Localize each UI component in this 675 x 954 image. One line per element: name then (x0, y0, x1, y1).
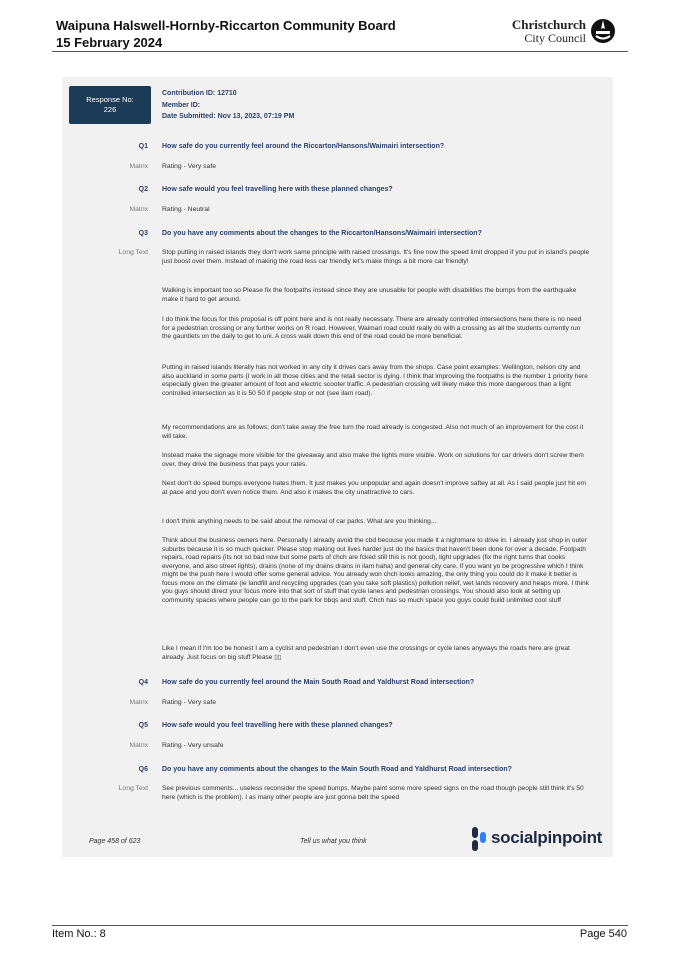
q5-number: Q5 (138, 722, 148, 729)
q5-answer: Rating - Very unsafe (162, 742, 224, 749)
q6-paragraph: See previous comments... useless reconsider the speed bumps. Maybe paint some more speed signs on the road though people still think it's 50 here (which is the problem). I as many other people are just gonna belt the speed (162, 785, 584, 801)
response-label: Response No: (86, 95, 134, 104)
q6-number: Q6 (138, 766, 148, 773)
footer-divider (52, 925, 628, 926)
document-header (56, 17, 396, 51)
cathedral-emblem-icon (590, 17, 616, 45)
q5-question: How safe would you feel travelling here with these planned changes? (162, 722, 393, 729)
logo-line1: Christchurch (511, 17, 586, 32)
q3-paragraph: I don't think anything needs to be said about the removal of car parks. What are you thinking... (162, 518, 437, 525)
date-submitted: Date Submitted: Nov 13, 2023, 07:19 PM (162, 113, 295, 120)
q1-answer: Rating - Very safe (162, 163, 217, 170)
q2-answer: Rating - Neutral (162, 206, 210, 213)
q3-type: Long Text (118, 249, 148, 256)
socialpinpoint-logo (470, 827, 603, 851)
q4-type: Matrix (129, 699, 148, 706)
ccc-logo (511, 15, 624, 47)
q2-type: Matrix (129, 206, 148, 213)
pinpoint-icon (470, 827, 488, 851)
report-tagline: Tell us what you think (300, 838, 367, 845)
header-title: Waipuna Halswell-Hornby-Riccarton Community Board (56, 18, 396, 33)
item-number: Item No.: 8 (52, 928, 106, 940)
q4-question: How safe do you currently feel around the Main South Road and Yaldhurst Road intersection? (162, 679, 475, 686)
q1-question: How safe do you currently feel around the Riccarton/Hansons/Waimairi intersection? (162, 143, 445, 150)
q3-paragraph: My recommendations are as follows; don't take away the free turn the road already is congested. Also not much of an improvement for the cost it will take. (162, 424, 584, 440)
q1-number: Q1 (138, 143, 148, 150)
q3-paragraph: Stop putting in raised islands they don't work same principle with raised crossings. It's fine now the speed limit dropped if you put in island's people just boost over them. Instead of making the road less car friendly let's make things a bit more car friendly! (162, 249, 590, 265)
q3-paragraph: I do think the focus for this proposal is off point here and is not really necessary. There are already controlled intersections here there is no need for a pedestrian crossing or any further works on R road. However, Waimari road could really do with a crossing as all the students currently run the gauntlets on the daily to get to uni. A cross walk down this end of the road could be more beneficial. (162, 316, 582, 340)
q3-paragraph: Instead make the signage more visible for the giveaway and also make the lights more visible. Work on solutions for car drivers don't screw them over, they drive the business that pays your rates. (162, 452, 584, 468)
response-badge (69, 86, 151, 124)
q2-number: Q2 (138, 186, 148, 193)
brand-name: socialpinpoint (491, 828, 603, 847)
q3-paragraph: Putting in raised islands literally has not worked in any city it drives cars away from the shops. Case point examples: Wellington, nelson city and also auckland in some parts (I work in all those cities and the retail sector is dying. I think that improving the footpaths is the number 1 priority here especially given the greater amount of foot and electric scooter traffic. A pedestrian crossing will likely make this more dangerous than a light controlled intersection as it is 50 50 if people stop or not (see ilam road). (162, 364, 588, 397)
q1-type: Matrix (129, 163, 148, 170)
header-divider (52, 51, 628, 52)
q3-question: Do you have any comments about the changes to the Riccarton/Hansons/Waimairi intersection? (162, 230, 482, 237)
logo-line2: City Council (524, 31, 586, 45)
q3-number: Q3 (138, 230, 148, 237)
q6-question: Do you have any comments about the changes to the Main South Road and Yaldhurst Road intersection? (162, 766, 512, 773)
q4-number: Q4 (138, 679, 148, 686)
submission-meta (162, 88, 294, 123)
response-number: 226 (103, 105, 117, 114)
member-id: Member ID: (162, 101, 201, 109)
q3-paragraph: Walking is important too so Please fix the footpaths instead since they are unusable for people with disabilities the bumps from the earthquake make it hard to get around. (162, 287, 577, 303)
q2-question: How safe would you feel travelling here with these planned changes? (162, 186, 393, 193)
header-date: 15 February 2024 (56, 35, 163, 50)
q5-type: Matrix (129, 742, 148, 749)
page-number: Page 540 (579, 928, 627, 940)
q6-type: Long Text (118, 785, 148, 792)
report-page-number: Page 458 of 623 (89, 838, 141, 845)
q3-paragraph: Think about the business owners here. Personally I already avoid the cbd becouse you made it a nightmare to drive in. I already just shop in outer suburbs because it is so much quicker. Please stop making out lives harder just do the basics that haven't been done for over a decade. Footpath repairs, road repairs (its not so bad now but some parts of chch are fcked still this is not good), light upgrades (fix the right turns that cooks everyone, and also street lights), drains (none of my drains drains in ilam haha) and general city care. If you want yo be progressive which I think might be the push here I would offer some general advice. You already won chch looks amazing, the only thing you could do it make it better is focus more on the climate (ie landfill and recycling upgrades (can you take soft plastics) pollution relief, wet lands recovery and heaps more. I think you guys should direct your focus more into that sort of stuff that cycle lanes and pedestrian crossings. You should also look at setting up community spaces where people can go to the park for bbqs and stuff. Chch has so much space you guys could build unlimited cool stuff (162, 537, 589, 604)
contribution-id: Contribution ID: 12710 (162, 90, 237, 97)
q4-answer: Rating - Very safe (162, 699, 217, 706)
q3-paragraph: Next don't do speed bumps everyone hates them. It just makes you unpopular and again doesn't improve saftey at all. As I said people just hit em at pace and you don't even notice them. And also it makes the city unattractive to cars. (162, 480, 587, 496)
q3-paragraph: Like I mean if I'm too be honest I am a cyclist and pedestrian I don't even use the crossings or cycle lanes anyways the roads here are great already. Just focus on big stuff Please ▯▯ (162, 645, 570, 661)
